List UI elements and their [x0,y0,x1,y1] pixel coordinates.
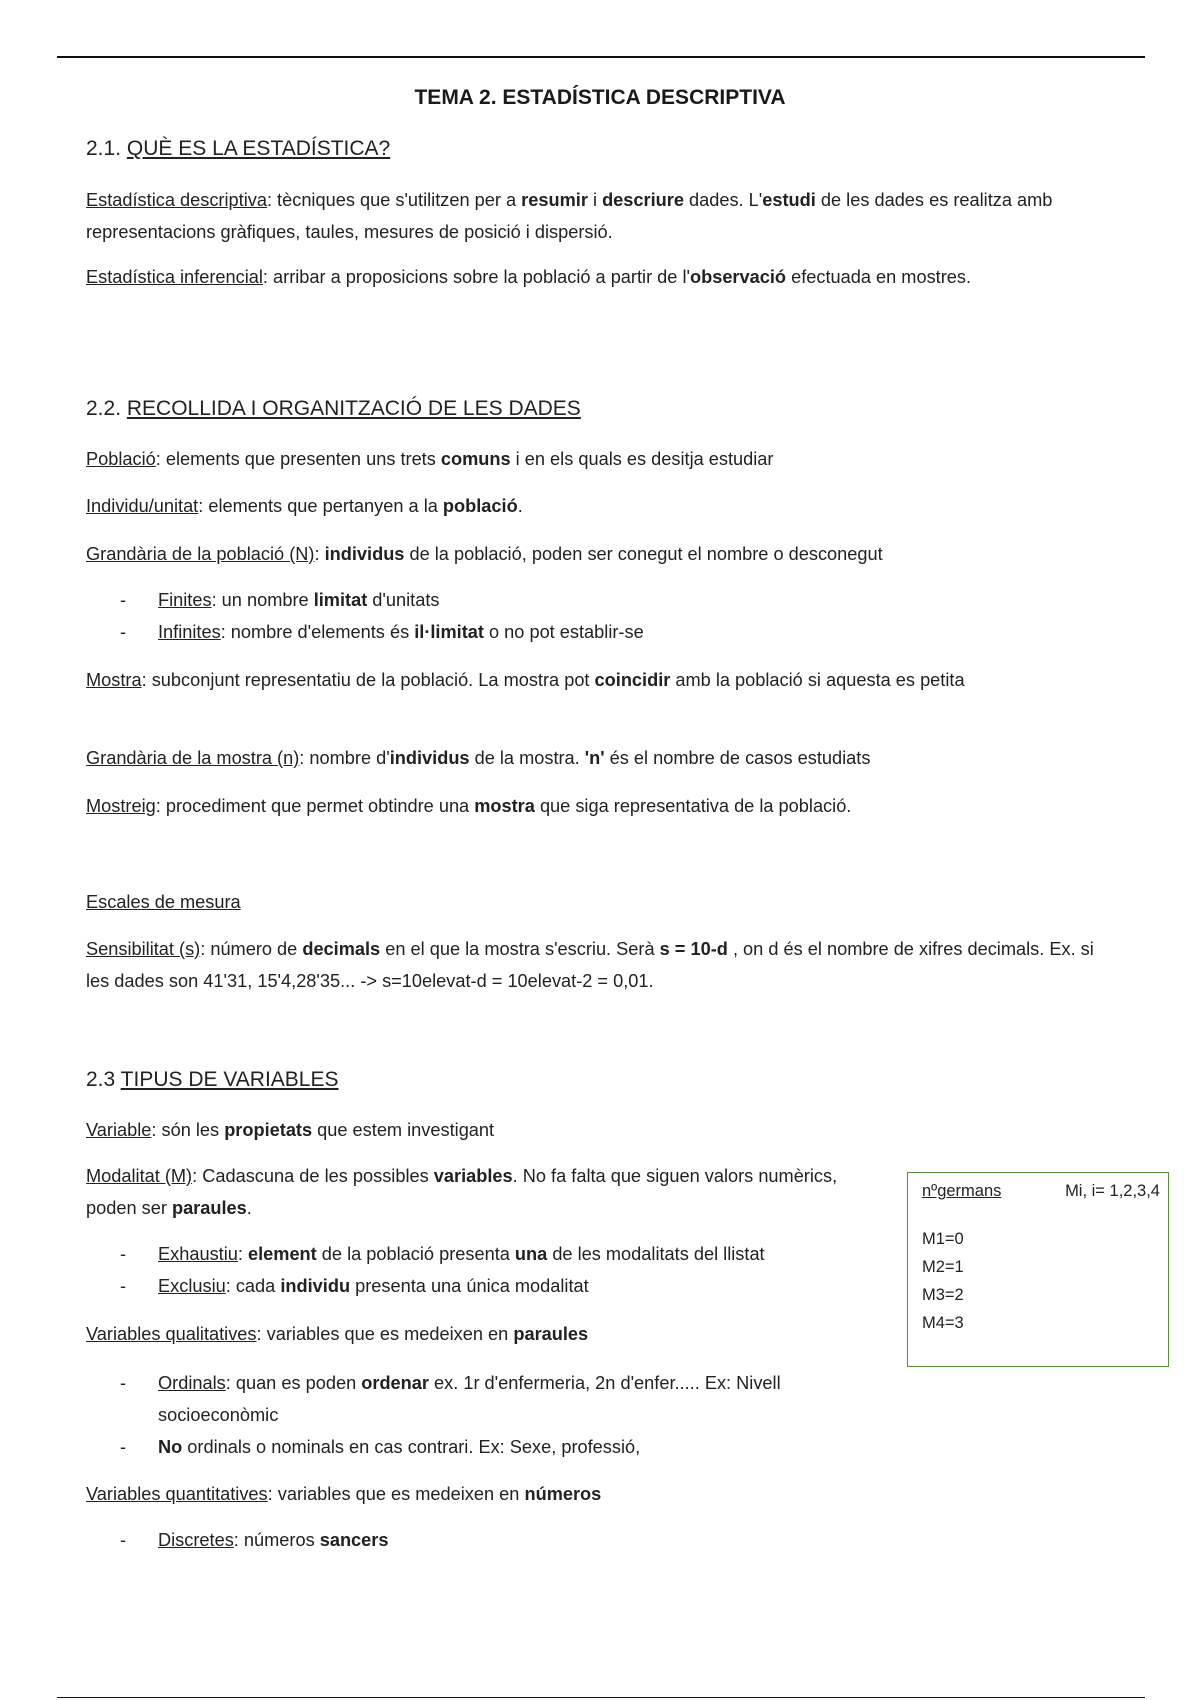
paragraph-mostreig: Mostreig: procediment que permet obtindre una mostra que siga representativa de la població. [86,796,852,816]
section-2-2-heading: 2.2. RECOLLIDA I ORGANITZACIÓ DE LES DADES [86,397,581,420]
bottom-rule [57,1697,1145,1698]
paragraph-grandaria-mostra: Grandària de la mostra (n): nombre d'individus de la mostra. 'n' és el nombre de casos estudiats [86,748,871,768]
paragraph-variables-quantitatives: Variables quantitatives: variables que es medeixen en números [86,1484,602,1504]
list-item-finites: - Finites: un nombre limitat d'unitats [120,590,440,610]
example-modalitats-box [907,1172,1169,1367]
list-item-ordinals: - Ordinals: quan es poden ordenar ex. 1r d'enfermeria, 2n d'enfer..... Ex: Nivell socioeconòmic [120,1373,781,1425]
example-box-row: M3=2 [922,1286,964,1304]
paragraph-estadistica-descriptiva: Estadística descriptiva: tècniques que s'utilitzen per a resumir i descriure dades. L'estudi de les dades es realitza amb representacions gràfiques, taules, mesures de posició i dispersió. [86,190,1053,242]
list-item-discretes: - Discretes: números sancers [120,1530,389,1550]
list-item-exclusiu: - Exclusiu: cada individu presenta una única modalitat [120,1276,589,1296]
paragraph-individu: Individu/unitat: elements que pertanyen a la població. [86,496,523,516]
paragraph-grandaria-poblacio: Grandària de la població (N): individus de la població, poden ser conegut el nombre o desconegut [86,544,883,564]
page-title: TEMA 2. ESTADÍSTICA DESCRIPTIVA [414,86,786,109]
example-box-row: M4=3 [922,1314,964,1332]
section-2-3-heading: 2.3 TIPUS DE VARIABLES [86,1068,339,1091]
paragraph-modalitat: Modalitat (M): Cadascuna de les possibles variables. No fa falta que siguen valors numèrics, poden ser paraules. [86,1166,838,1218]
example-box-variable-label: nºgermans [922,1182,1002,1200]
subheading-escales-mesura: Escales de mesura [86,892,241,912]
example-box-header [922,1182,1160,1201]
list-tipus-quantitatives [120,1524,900,1556]
top-rule [57,56,1145,58]
paragraph-variable: Variable: són les propietats que estem investigant [86,1120,495,1140]
list-item-infinites: - Infinites: nombre d'elements és il·limitat o no pot establir-se [120,622,644,642]
section-2-1-heading: 2.1. QUÈ ES LA ESTADÍSTICA? [86,137,391,160]
paragraph-sensibilitat: Sensibilitat (s): número de decimals en el que la mostra s'escriu. Serà s = 10-d , on d és el nombre de xifres decimals. Ex. si les dades son 41'31, 15'4,28'35... -> s=10elevat-d = 10elevat-2 = 0,01. [86,939,1094,991]
list-item-no-ordinals: - No ordinals o nominals en cas contrari. Ex: Sexe, professió, [120,1437,641,1457]
example-box-rows [922,1225,964,1337]
list-tipus-poblacio [120,584,900,648]
paragraph-poblacio: Població: elements que presenten uns trets comuns i en els quals es desitja estudiar [86,449,774,469]
list-modalitat-propietats [120,1238,900,1302]
example-box-row: M1=0 [922,1230,964,1248]
paragraph-estadistica-inferencial: Estadística inferencial: arribar a proposicions sobre la població a partir de l'observació efectuada en mostres. [86,267,972,287]
paragraph-variables-qualitatives: Variables qualitatives: variables que es medeixen en paraules [86,1324,589,1344]
list-item-exhaustiu: - Exhaustiu: element de la població presenta una de les modalitats del llistat [120,1244,765,1264]
example-box-row: M2=1 [922,1258,964,1276]
list-tipus-qualitatives [120,1367,900,1463]
paragraph-mostra: Mostra: subconjunt representatiu de la població. La mostra pot coincidir amb la població si aquesta es petita [86,670,965,690]
example-box-index-label: Mi, i= 1,2,3,4 [1065,1182,1160,1200]
